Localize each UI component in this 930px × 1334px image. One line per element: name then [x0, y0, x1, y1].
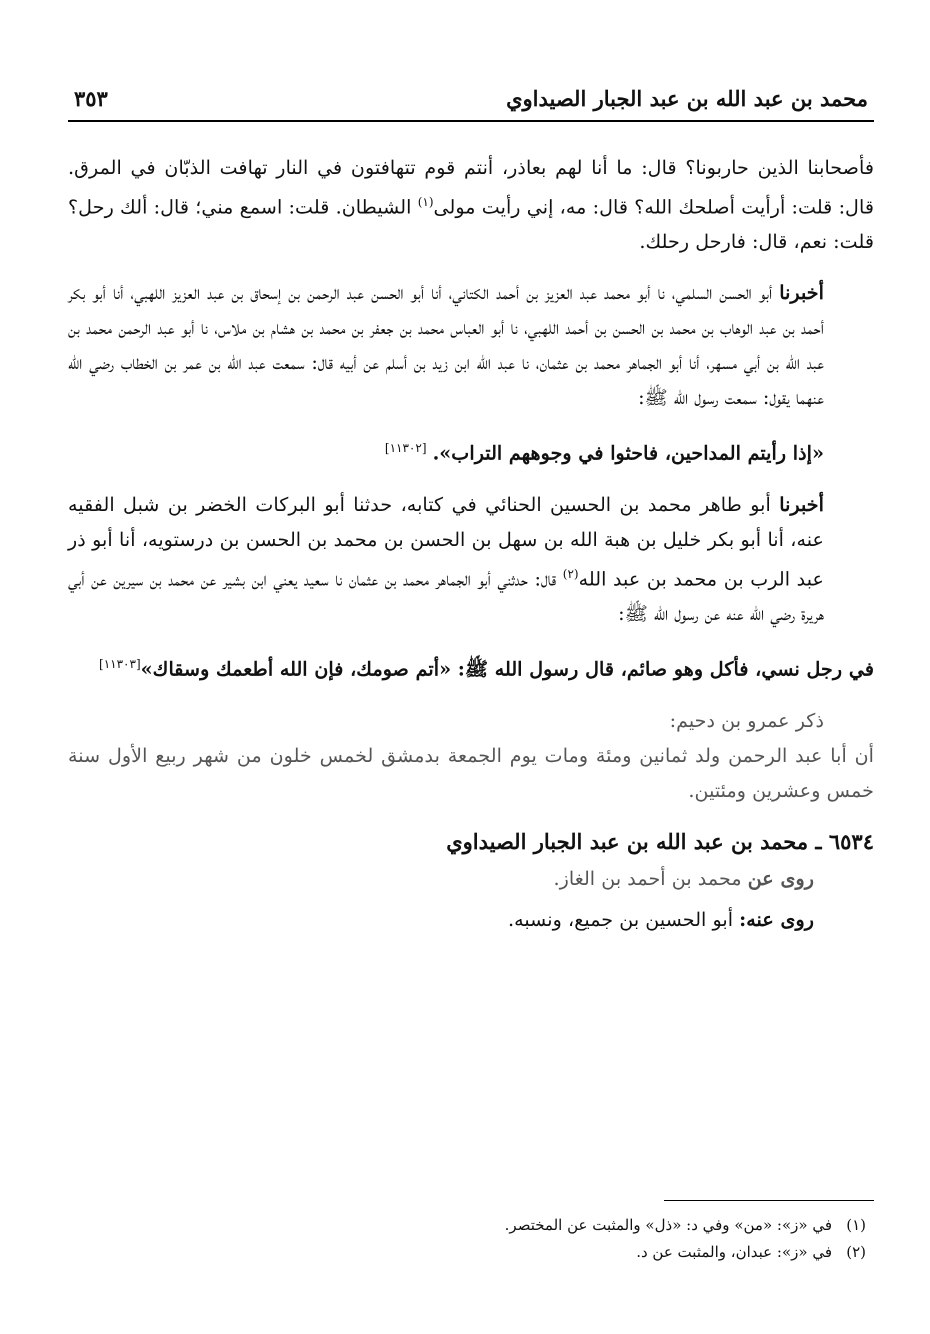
narrated-from-text: محمد بن أحمد بن الغاز.: [553, 866, 748, 890]
narrated-by-text: أبو الحسين بن جميع، ونسبه.: [508, 907, 740, 931]
paragraph-2: [68, 275, 874, 415]
paragraph-2-lead: أخبرنا: [779, 281, 824, 305]
paragraph-3: [68, 487, 874, 631]
body-text: [68, 150, 874, 937]
footnote-1-number: (١): [846, 1216, 866, 1234]
narrated-by-label: روى عنه:: [739, 907, 814, 931]
footnote-1: [68, 1212, 874, 1239]
entry-heading: ٦٥٣٤ ـ محمد بن عبد الله بن عبد الجبار الصيداوي: [446, 828, 874, 854]
footnotes: [68, 1212, 874, 1266]
paragraph-1: [68, 150, 874, 259]
footnote-2: [68, 1239, 874, 1266]
paragraph-4: [68, 647, 874, 686]
paragraph-3-text-b: قال: حدثني أبو الجماهر محمد بن عثمان نا سعيد يعني ابن بشير عن محمد بن سيرين عن أبي هريرة رضي الله عنه عن رسول الله ﷺ:: [68, 567, 824, 626]
page-number: ٣٥٣: [74, 86, 108, 111]
footnote-2-number: (٢): [846, 1243, 866, 1261]
paragraph-3-lead: أخبرنا: [779, 492, 824, 516]
paragraph-1-text-a: فأصحابنا الذين حاربونا؟ قال: ما أنا لهم بعاذر، أنتم قوم تتهافتون في النار تهافت الذبّان في المرق. قال: قلت: أرأيت أصلحك الله؟ قال: مه، إني رأيت مولى: [68, 156, 874, 219]
paragraph-1-text-b: الشيطان. قلت: اسمع مني؛ قال: ألك رحل؟ قلت: نعم، قال: فارحل رحلك.: [68, 195, 874, 254]
paragraph-2-text: أبو الحسن السلمي، نا أبو محمد عبد العزيز بن أحمد الكتاني، أنا أبو الحسن عبد الرحمن بن إسحاق بن عبد العزيز اللهبي، أنا أبو بكر أحمد بن عبد الوهاب بن محمد بن الحسن بن أحمد اللهبي، نا أبو العباس محمد بن جعفر بن محمد بن هشام بن ملاس، نا أبو عبد الرحمن محمد بن عبد الله بن أبي مسهر، أنا أبو الجماهر محمد بن عثمان، نا عبد الله ابن زيد بن أسلم عن أبيه قال: سمعت عبد الله بن عمر بن الخطاب رضي الله عنهما يقول: سمعت رسول الله ﷺ:: [68, 281, 824, 410]
paragraph-5-line-1: ذكر عمرو بن دحيم:: [669, 708, 824, 732]
hadith-1-ref: [١١٣٠٢]: [384, 441, 427, 456]
page-header: [68, 78, 874, 122]
footnote-rule: [664, 1200, 874, 1201]
hadith-1: [68, 431, 874, 470]
paragraph-5-line-2: أن أبا عبد الرحمن ولد ثمانين ومئة ومات يوم الجمعة بدمشق لخمس خلون من شهر ربيع الأول سنة خمس وعشرين ومئتين.: [68, 743, 874, 802]
entry-narrated-by: [68, 902, 874, 937]
footnote-1-text: في «ز»: «من» وفي د: «ذل» والمثبت عن المختصر.: [504, 1216, 832, 1234]
narrated-from-label: روى عن: [747, 866, 814, 890]
hadith-2-text: «أتم صومك، فإن الله أطعمك وسقاك»: [140, 657, 452, 681]
hadith-2-ref: [١١٣٠٣]: [99, 657, 141, 672]
entry-narrated-from: [68, 861, 874, 896]
paragraph-4-text: في رجل نسي، فأكل وهو صائم، قال رسول الله ﷺ:: [451, 657, 874, 681]
running-title: محمد بن عبد الله بن عبد الجبار الصيداوي: [506, 86, 868, 111]
footnote-mark-1: (١): [417, 195, 434, 209]
paragraph-3-text-a: أبو طاهر محمد بن الحسين الحنائي في كتابه، حدثنا أبو البركات الخضر بن شبل الفقيه عنه، أنا أبو بكر خليل بن هبة الله بن سهل بن الحسن بن محمد بن الحسن بن درستويه، أنا أبو ذر عبد الرب بن محمد بن عبد الله: [68, 492, 824, 591]
footnote-2-text: في «ز»: عبدان، والمثبت عن د.: [636, 1243, 832, 1261]
hadith-1-text: «إذا رأيتم المداحين، فاحثوا في وجوههم التراب».: [432, 441, 824, 465]
footnote-mark-2: (٢): [562, 566, 579, 581]
